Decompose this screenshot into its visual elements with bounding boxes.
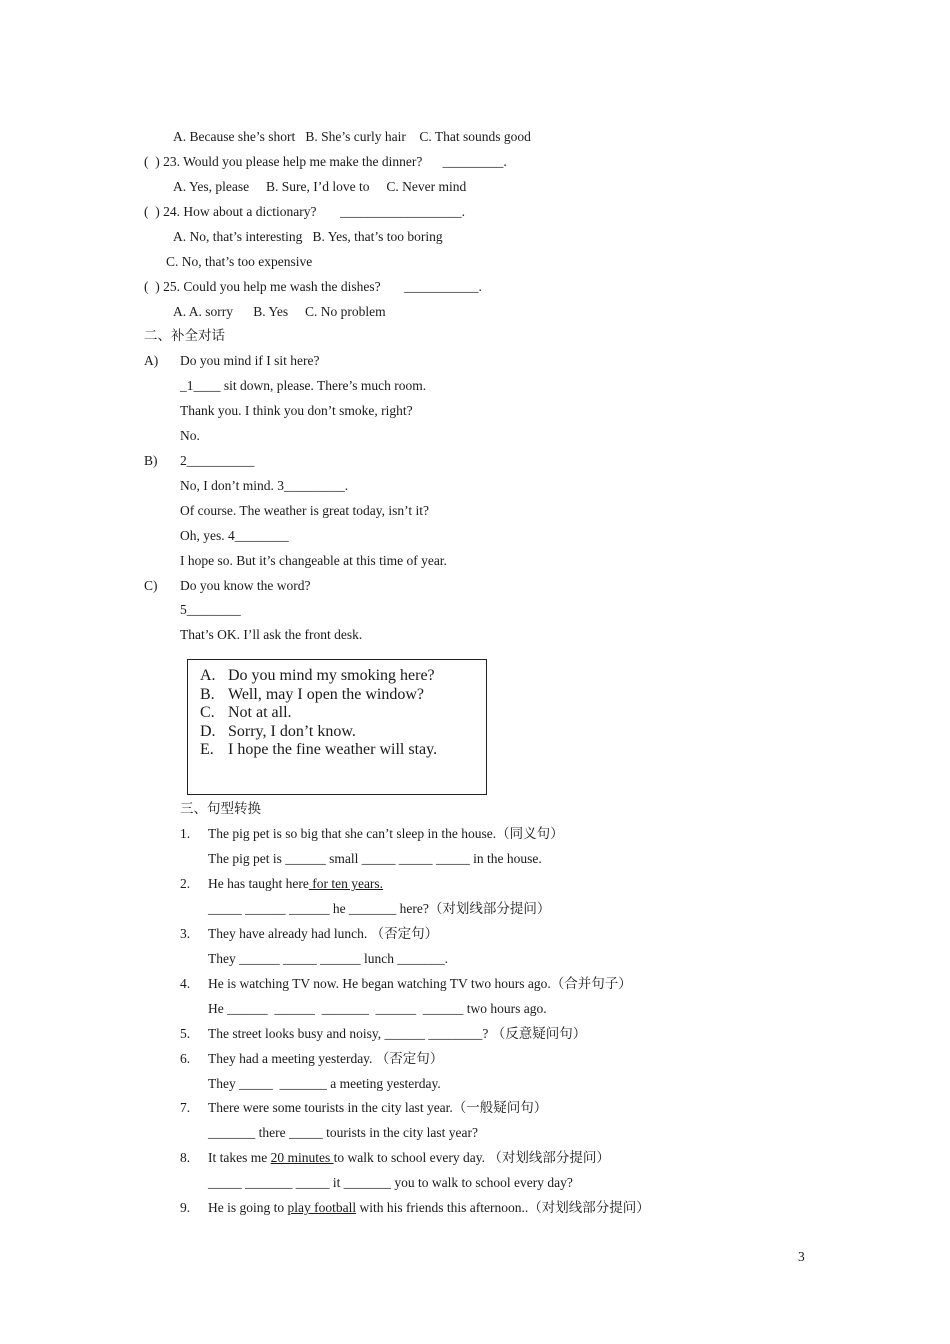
item-sentence: The street looks busy and noisy, ______ ________? （反意疑问句） (208, 1026, 587, 1041)
dialog-c-line: 5________ (180, 602, 241, 617)
options-box (187, 659, 487, 795)
sentence-text: It takes me (208, 1150, 271, 1165)
q22-options: A. Because she’s short B. She’s curly hair C. That sounds good (173, 129, 531, 144)
dialog-c-line: Do you know the word? (180, 578, 311, 593)
item-sentence: They had a meeting yesterday. （否定句） (208, 1051, 444, 1066)
sentence-text: with his friends this afternoon..（对划线部分提问） (356, 1200, 650, 1215)
dialog-b-line: 2__________ (180, 453, 255, 468)
dialog-b-line: Of course. The weather is great today, isn’t it? (180, 503, 430, 518)
section3-title: 三、句型转换 (180, 801, 261, 816)
q23-options: A. Yes, please B. Sure, I’d love to C. Never mind (173, 179, 467, 194)
dialog-b-label: B) (144, 453, 158, 468)
item-number: 3. (180, 926, 191, 941)
option-item (200, 686, 424, 704)
item-number: 8. (180, 1150, 191, 1165)
dialog-c-label: C) (144, 578, 158, 593)
dialog-a-line: Do you mind if I sit here? (180, 353, 320, 368)
item-number: 7. (180, 1100, 191, 1115)
item-answer-line: They _____ _______ a meeting yesterday. (208, 1076, 441, 1091)
underlined-phrase: play football (287, 1200, 357, 1215)
item-answer-line: They ______ _____ ______ lunch _______. (208, 951, 448, 966)
item-answer-line: _______ there _____ tourists in the city last year? (208, 1125, 478, 1140)
dialog-b-line: Oh, yes. 4________ (180, 528, 289, 543)
sentence-text: He is going to (208, 1200, 288, 1215)
option-letter: A. (200, 667, 216, 684)
item-answer-line: _____ _______ _____ it _______ you to walk to school every day? (208, 1175, 573, 1190)
item-sentence (208, 1150, 610, 1166)
option-letter: B. (200, 685, 215, 703)
item-answer-line: The pig pet is ______ small _____ _____ _____ in the house. (208, 851, 542, 866)
sentence-text: He has taught here (208, 876, 309, 891)
option-item (200, 741, 437, 759)
q24-question: ( ) 24. How about a dictionary? __________________. (144, 204, 465, 219)
dialog-c-line: That’s OK. I’ll ask the front desk. (180, 627, 363, 642)
item-sentence (208, 876, 383, 892)
dialog-b-line: No, I don’t mind. 3_________. (180, 478, 349, 493)
item-number: 6. (180, 1051, 191, 1066)
item-sentence (208, 1200, 650, 1216)
dialog-a-line: No. (180, 428, 200, 443)
option-text: Not at all. (228, 704, 292, 721)
item-number: 2. (180, 876, 191, 891)
option-letter: C. (200, 704, 215, 721)
item-sentence: The pig pet is so big that she can’t sleep in the house.（同义句） (208, 826, 564, 841)
option-text: Well, may I open the window? (228, 685, 424, 703)
dialog-a-line: _1____ sit down, please. There’s much room. (180, 378, 427, 393)
q25-question: ( ) 25. Could you help me wash the dishes? ___________. (144, 279, 482, 294)
dialog-b-line: I hope so. But it’s changeable at this time of year. (180, 553, 447, 568)
dialog-a-label: A) (144, 353, 159, 368)
item-number: 4. (180, 976, 191, 991)
q24-option-c: C. No, that’s too expensive (166, 254, 313, 269)
q25-options: A. A. sorry B. Yes C. No problem (173, 304, 386, 319)
option-letter: E. (200, 741, 214, 758)
sentence-text: to walk to school every day. （对划线部分提问） (333, 1150, 610, 1165)
option-item (200, 723, 356, 741)
q23-question: ( ) 23. Would you please help me make the dinner? _________. (144, 154, 507, 169)
option-text: I hope the fine weather will stay. (228, 741, 438, 758)
item-sentence: They have already had lunch. （否定句） (208, 926, 439, 941)
dialog-a-line: Thank you. I think you don’t smoke, right? (180, 403, 413, 418)
section2-title: 二、补全对话 (144, 328, 225, 343)
item-sentence: He is watching TV now. He began watching TV two hours ago.（合并句子） (208, 976, 632, 991)
item-sentence: There were some tourists in the city last year.（一般疑问句） (208, 1100, 548, 1115)
page-number: 3 (798, 1249, 805, 1264)
option-text: Do you mind my smoking here? (228, 667, 435, 684)
underlined-phrase: for ten years. (308, 876, 384, 891)
item-answer-line: He ______ ______ _______ ______ ______ two hours ago. (208, 1001, 547, 1016)
option-item (200, 667, 435, 685)
item-number: 5. (180, 1026, 191, 1041)
option-text: Sorry, I don’t know. (228, 722, 356, 740)
item-number: 9. (180, 1200, 191, 1215)
option-letter: D. (200, 722, 216, 740)
item-answer-line: _____ ______ ______ he _______ here?（对划线部分提问） (208, 901, 551, 916)
item-number: 1. (180, 826, 191, 841)
underlined-phrase: 20 minutes (270, 1150, 334, 1165)
option-item (200, 704, 292, 722)
q24-options: A. No, that’s interesting B. Yes, that’s too boring (173, 229, 443, 244)
